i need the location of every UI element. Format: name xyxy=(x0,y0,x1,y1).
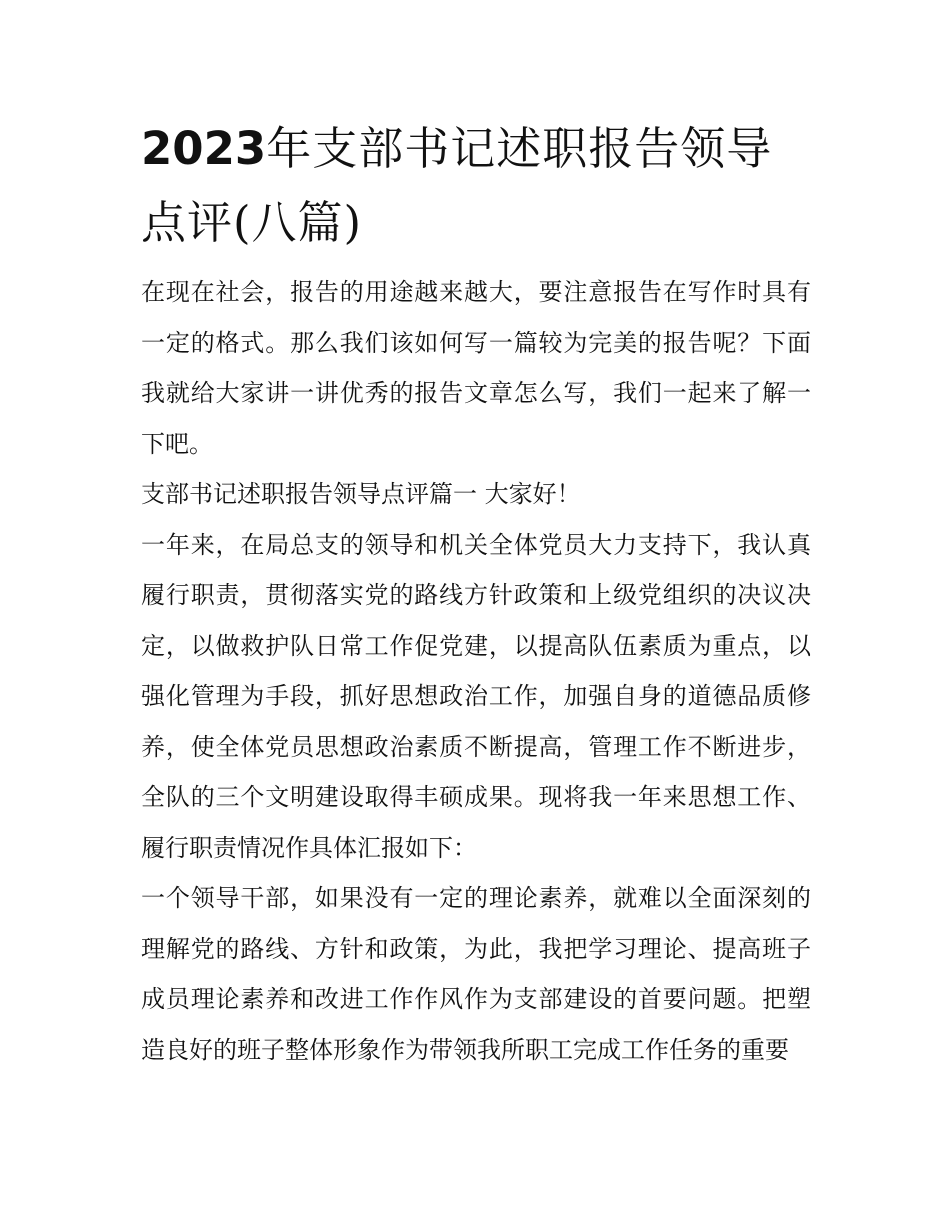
body-paragraph: 一年来，在局总支的领导和机关全体党员大力支持下，我认真履行职责，贯彻落实党的路线方针政策和上级党组织的决议决定，以做救护队日常工作促党建，以提高队伍素质为重点，以强化管理为手段，抓好思想政治工作，加强自身的道德品质修养，使全体党员思想政治素质不断提高，管理工作不断进步，全队的三个文明建设取得丰硕成果。现将我一年来思想工作、履行职责情况作具体汇报如下： xyxy=(141,530,811,862)
intro-paragraph: 在现在社会，报告的用途越来越大，要注意报告在写作时具有一定的格式。那么我们该如何写一篇较为完美的报告呢？下面我就给大家讲一讲优秀的报告文章怎么写，我们一起来了解一下吧。 xyxy=(141,278,811,458)
document-title xyxy=(141,112,811,260)
document-content xyxy=(141,112,811,1075)
document-body xyxy=(141,267,811,1075)
title-text: 年支部书记述职报告领导点评(八篇) xyxy=(141,122,773,249)
section-heading-paragraph: 支部书记述职报告领导点评篇一 大家好！ xyxy=(141,480,581,508)
body-paragraph: 一个领导干部，如果没有一定的理论素养，就难以全面深刻的理解党的路线、方针和政策，为此，我把学习理论、提高班子成员理论素养和改进工作作风作为支部建设的首要问题。把塑造良好的班子整体形象作为带领我所职工完成工作任务的重要 xyxy=(141,884,811,1064)
title-year: 2023 xyxy=(141,122,267,175)
